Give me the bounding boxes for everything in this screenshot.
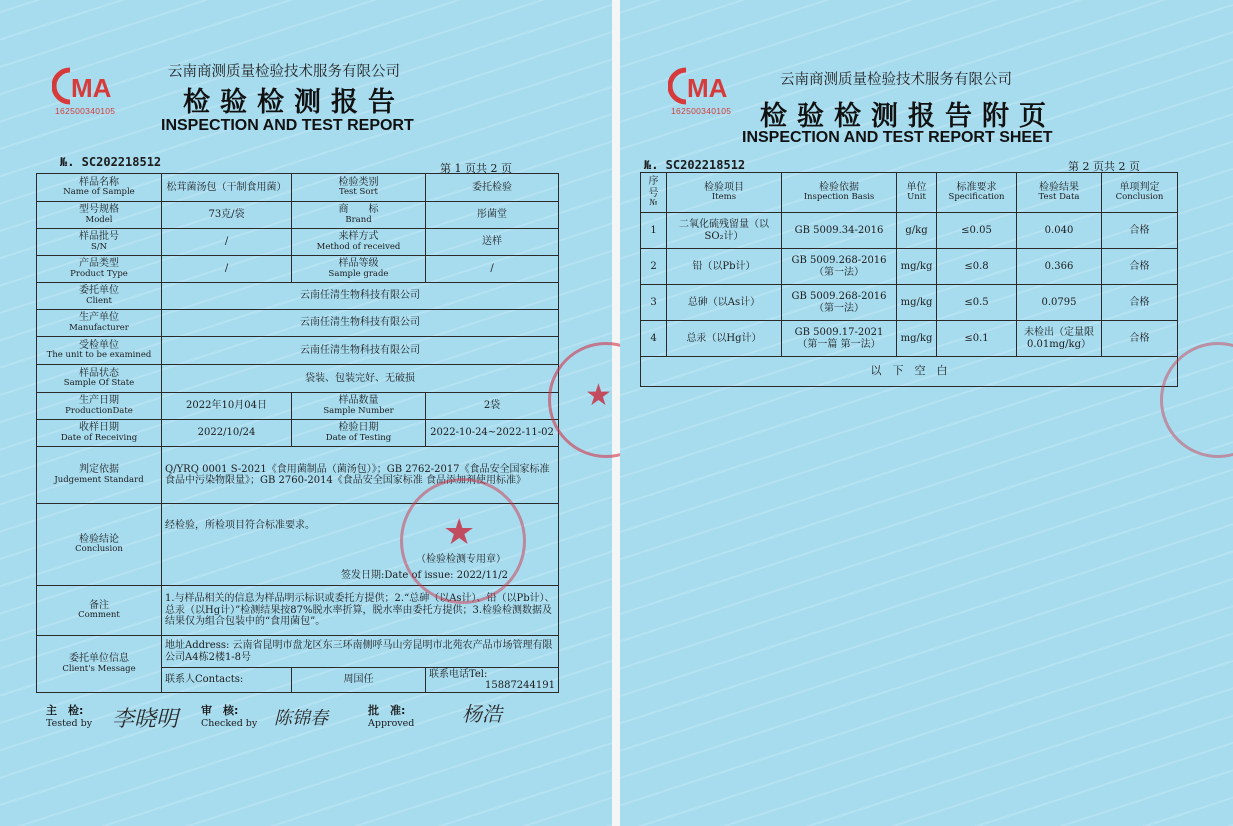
production-date-value: 2022年10月04日 [162, 393, 292, 420]
sample-grade-value: / [426, 256, 559, 283]
report-info-table [36, 173, 559, 693]
brand-label: 商 标 Brand [292, 202, 426, 229]
col-header-conclusion: 单项判定 Conclusion [1102, 173, 1178, 213]
examined-unit-label: 受检单位 The unit to be examined [37, 337, 162, 365]
receiving-date-value: 2022/10/24 [162, 420, 292, 447]
report-number: №. SC202218512 [644, 158, 746, 172]
page-title-en: INSPECTION AND TEST REPORT [161, 117, 414, 134]
cma-number: 162500340105 [55, 106, 116, 116]
table-row: 4 总汞（以Hg计） GB 5009.17-2021（第一篇 第一法） mg/kg ≤0.1 未检出（定量限0.01mg/kg） 合格 [641, 321, 1178, 357]
issue-date: 签发日期:Date of issue: 2022/11/2 [340, 569, 508, 581]
address-value: 云南省昆明市盘龙区东三环南侧呼马山旁昆明市北苑农产品市场管理有限公司A4栋2楼1-8号 [165, 640, 553, 663]
table-row: 3 总砷（以As计） GB 5009.268-2016（第一法） mg/kg ≤0.5 0.0795 合格 [641, 285, 1178, 321]
col-header-items: 检验项目 Items [667, 173, 782, 213]
report-number: №. SC202218512 [60, 155, 162, 169]
sn-value: / [162, 229, 292, 256]
address-label: 地址Address: [165, 640, 230, 651]
sample-name-label: 样品名称 Name of Sample [37, 174, 162, 202]
results-table [640, 172, 1178, 387]
checked-signature: 陈锦春 [274, 708, 328, 729]
sample-number-label: 样品数量 Sample Number [292, 393, 426, 420]
manufacturer-label: 生产单位 Manufacturer [37, 310, 162, 337]
client-address [162, 636, 559, 668]
page-indicator: 第 2 页共 2 页 [1068, 160, 1140, 173]
client-message-label: 委托单位信息 Client's Message [37, 636, 162, 693]
tel-value: 15887244191 [485, 680, 555, 691]
product-type-value: / [162, 256, 292, 283]
cma-number: 162500340105 [671, 106, 732, 116]
production-date-label: 生产日期 ProductionDate [37, 393, 162, 420]
brand-value: 彤菌堂 [426, 202, 559, 229]
results-header-row [641, 173, 1178, 213]
seal-edge-star-icon: ★ [585, 378, 612, 413]
seal-star-icon: ★ [443, 512, 476, 553]
col-header-result: 检验结果 Test Data [1017, 173, 1102, 213]
svg-text:MA: MA [71, 73, 112, 103]
table-row: 1 二氧化硫残留量（以SO₂计） GB 5009.34-2016 g/kg ≤0.05 0.040 合格 [641, 213, 1178, 249]
sample-state-value: 袋装、包装完好、无破损 [162, 365, 559, 393]
tel-label: 联系电话Tel: [429, 668, 488, 680]
contact-label: 联系人Contacts: [162, 668, 292, 693]
product-type-label: 产品类型 Product Type [37, 256, 162, 283]
approved-by: 批 准: Approved [368, 704, 415, 729]
svg-text:MA: MA [687, 73, 728, 103]
page-title-en: INSPECTION AND TEST REPORT SHEET [742, 129, 1053, 146]
test-sort-value: 委托检验 [426, 174, 559, 202]
table-footer: 以 下 空 白 [641, 357, 1178, 387]
conclusion-label: 检验结论 Conclusion [37, 504, 162, 586]
col-header-spec: 标准要求 Specification [937, 173, 1017, 213]
col-header-no: 序号 № [641, 173, 667, 213]
company-name: 云南商测质量检验技术服务有限公司 [168, 64, 400, 80]
cma-logo-icon [668, 66, 740, 106]
comment-label: 备注 Comment [37, 586, 162, 636]
sample-state-label: 样品状态 Sample Of State [37, 365, 162, 393]
client-value: 云南任清生物科技有限公司 [162, 283, 559, 310]
page-title: 检验检测报告附页 [760, 101, 1056, 132]
sample-name-value: 松茸菌汤包（干制食用菌） [162, 174, 292, 202]
testing-date-value: 2022-10-24~2022-11-02 [426, 420, 559, 447]
col-header-unit: 单位 Unit [897, 173, 937, 213]
tested-signature: 李晓明 [112, 707, 179, 732]
receiving-date-label: 收样日期 Date of Receiving [37, 420, 162, 447]
cma-logo-icon [52, 66, 124, 106]
client-label: 委托单位 Client [37, 283, 162, 310]
sample-number-value: 2袋 [426, 393, 559, 420]
judgement-value: Q/YRQ 0001 S-2021《食用菌制品（菌汤包）》；GB 2762-2017《食品安全国家标准 食品中污染物限量》；GB 2760-2014《食品安全国家标准 食品添加剂使用标准》 [162, 447, 559, 504]
report-page-2 [620, 0, 1233, 826]
table-row: 2 铅（以Pb计） GB 5009.268-2016（第一法） mg/kg ≤0.8 0.366 合格 [641, 249, 1178, 285]
sn-label: 样品批号 S/N [37, 229, 162, 256]
method-value: 送样 [426, 229, 559, 256]
contact-value: 周国任 [292, 668, 426, 693]
model-label: 型号规格 Model [37, 202, 162, 229]
page-title: 检验检测报告 [183, 87, 405, 118]
testing-date-label: 检验日期 Date of Testing [292, 420, 426, 447]
conclusion-value: 经检验，所检项目符合标准要求。 [165, 520, 315, 531]
judgement-label: 判定依据 Judgement Standard [37, 447, 162, 504]
method-label: 来样方式 Method of received [292, 229, 426, 256]
tested-by: 主 检: Tested by [46, 704, 93, 729]
report-page-1 [0, 0, 612, 826]
stamp-label: （检验检测专用章） [416, 553, 506, 565]
comment-value: 1.与样品相关的信息为样品明示标识或委托方提供；2.“总砷（以As计）、铅（以Pb计）、总汞（以Hg计）”检测结果按87%脱水率折算，脱水率由委托方提供；3.检验检测数据及结果仅为组合包装中的“食用菌包”。 [162, 586, 559, 636]
page-indicator: 第 1 页共 2 页 [440, 162, 512, 175]
test-sort-label: 检验类别 Test Sort [292, 174, 426, 202]
sample-grade-label: 样品等级 Sample grade [292, 256, 426, 283]
checked-by: 审 核: Checked by [201, 704, 258, 729]
model-value: 73克/袋 [162, 202, 292, 229]
tel-cell [426, 668, 559, 693]
company-name: 云南商测质量检验技术服务有限公司 [780, 72, 1012, 88]
col-header-basis: 检验依据 Inspection Basis [782, 173, 897, 213]
approved-signature: 杨浩 [462, 702, 502, 726]
manufacturer-value: 云南任清生物科技有限公司 [162, 310, 559, 337]
examined-unit-value: 云南任清生物科技有限公司 [162, 337, 559, 365]
